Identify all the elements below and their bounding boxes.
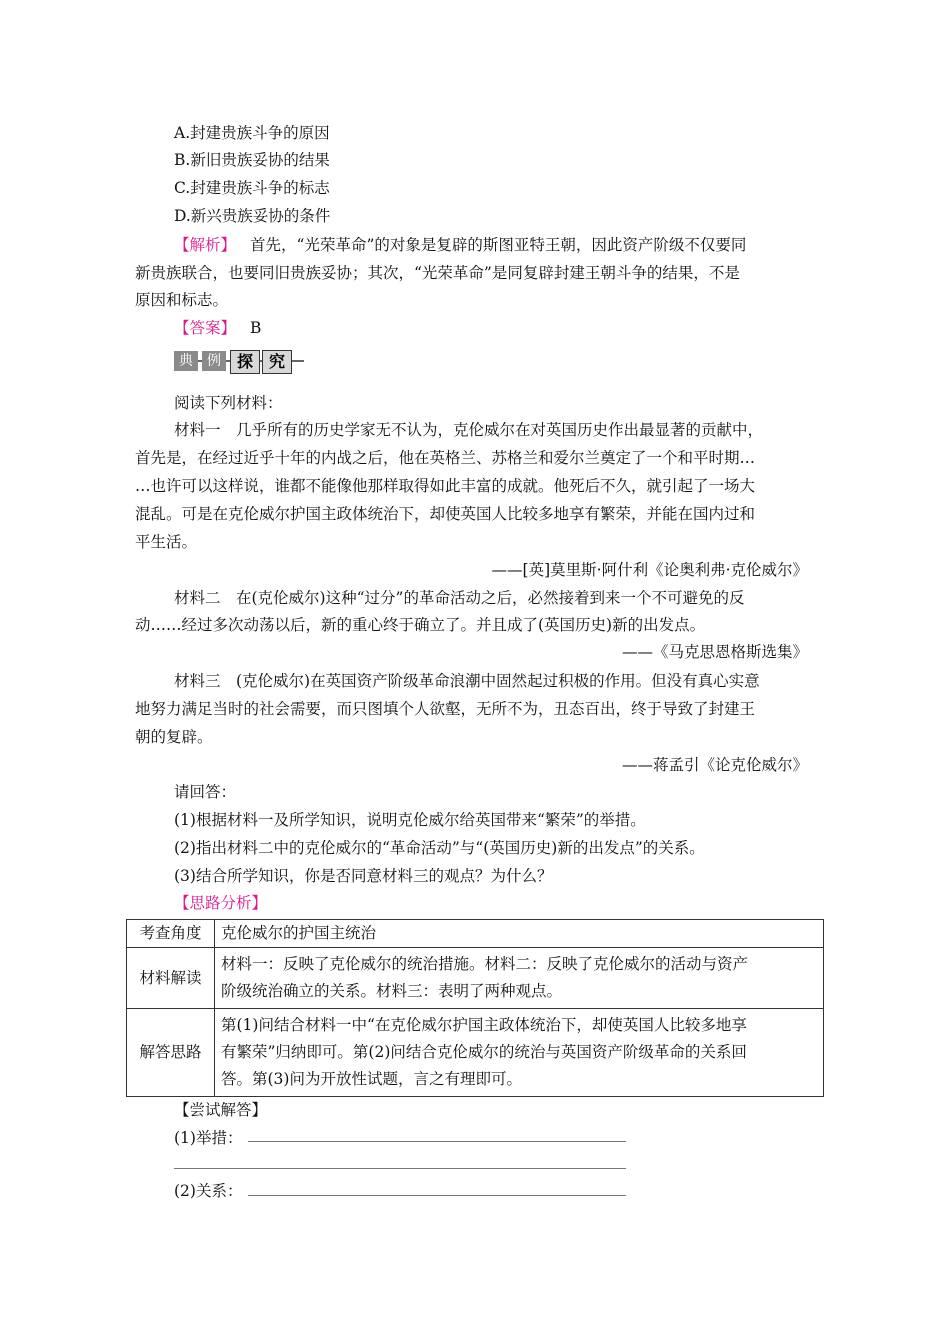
material1-line: 平生活。	[135, 533, 198, 551]
material3-line: 朝的复辟。	[135, 728, 213, 746]
material2-line: 材料二 在(克伦威尔)这种“过分”的革命活动之后，必然接着到来一个不可避免的反	[174, 589, 745, 607]
material1-line: 首先是，在经过近乎十年的内战之后，他在英格兰、苏格兰和爱尔兰奠定了一个和平时期…	[135, 449, 756, 467]
answer-value: B	[250, 319, 262, 337]
material1-line: 混乱。可是在克伦威尔护国主政体统治下，却使英国人比较多地享有繁荣，并能在国内过和	[135, 505, 756, 523]
analysis-line-2: 新贵族联合，也要同旧贵族妥协；其次，“光荣革命”是同复辟封建王朝斗争的结果，不是	[135, 264, 740, 282]
answer-blank-1[interactable]	[248, 1141, 626, 1142]
material2-line: 动……经过多次动荡以后，新的重心终于确立了。并且成了(英国历史)新的出发点。	[135, 616, 706, 634]
analysis-line-1: 【解析】 首先，“光荣革命”的对象是复辟的斯图亚特王朝，因此资产阶级不仅要同	[174, 236, 747, 254]
option-a: A.封建贵族斗争的原因	[174, 124, 330, 142]
material1-line: 材料一 几乎所有的历史学家无不认为，克伦威尔在对英国历史作出最显著的贡献中，	[174, 421, 764, 439]
q2-label: (2)关系：	[174, 1182, 243, 1200]
section-banner	[174, 349, 305, 375]
question-intro: 请回答：	[174, 783, 237, 801]
intro-text: 阅读下列材料：	[174, 394, 283, 412]
question-2: (2)指出材料二中的克伦威尔的“革命活动”与“(英国历史)新的出发点”的关系。	[174, 839, 705, 857]
question-1: (1)根据材料一及所学知识，说明克伦威尔给英国带来“繁荣”的举措。	[174, 811, 646, 829]
option-d: D.新兴贵族妥协的条件	[174, 207, 331, 225]
material3-line: 材料三 (克伦威尔)在英国资产阶级革命浪潮中固然起过积极的作用。但没有真心实意	[174, 672, 760, 690]
attempt-title: 【尝试解答】	[174, 1101, 268, 1119]
analysis-line-3: 原因和标志。	[135, 291, 229, 309]
banner-char: 探	[230, 350, 260, 374]
analysis-table	[126, 919, 824, 1097]
option-b: B.新旧贵族妥协的结果	[174, 151, 330, 169]
row-label: 材料解读	[127, 948, 215, 1009]
material1-source: ——[英]莫里斯·阿什利《论奥利弗·克伦威尔》	[491, 561, 808, 579]
q1-label: (1)举措：	[174, 1129, 243, 1147]
row-content: 材料一：反映了克伦威尔的统治措施。材料二：反映了克伦威尔的活动与资产 阶级统治确立的关系。材料三：表明了两种观点。	[215, 948, 824, 1009]
question-3: (3)结合所学知识，你是否同意材料三的观点？为什么？	[174, 867, 553, 885]
banner-char: 例	[202, 351, 226, 371]
answer-blank-3[interactable]	[248, 1195, 626, 1196]
row-content: 克伦威尔的护国主统治	[215, 920, 824, 948]
material1-line: …也许可以这样说，谁都不能像他那样取得如此丰富的成就。他死后不久，就引起了一场大	[135, 477, 756, 495]
answer-line	[174, 318, 261, 338]
banner-char: 典	[174, 351, 198, 371]
row-label: 考查角度	[127, 920, 215, 948]
table-row	[127, 1009, 824, 1097]
row-content: 第(1)问结合材料一中“在克伦威尔护国主政体统治下，却使英国人比较多地享 有繁荣”归纳即可。第(2)问结合克伦威尔的统治与英国资产阶级革命的关系回 答。第(3)问为开放性试题，言之有理即可。	[215, 1009, 824, 1097]
material3-source: ——蒋孟引《论克伦威尔》	[621, 756, 808, 774]
table-row	[127, 948, 824, 1009]
answer-blank-2[interactable]	[174, 1168, 626, 1169]
banner-char: 究	[262, 350, 292, 374]
analysis-path-title: 【思路分析】	[174, 894, 268, 912]
table-row	[127, 920, 824, 948]
analysis-tag: 【解析】	[174, 236, 237, 254]
answer-tag: 【答案】	[174, 319, 237, 337]
material2-source: ——《马克思恩格斯选集》	[621, 643, 808, 661]
option-c: C.封建贵族斗争的标志	[174, 179, 330, 197]
row-label: 解答思路	[127, 1009, 215, 1097]
material3-line: 地努力满足当时的社会需要，而只图填个人欲壑，无所不为，丑态百出，终于导致了封建王	[135, 700, 756, 718]
